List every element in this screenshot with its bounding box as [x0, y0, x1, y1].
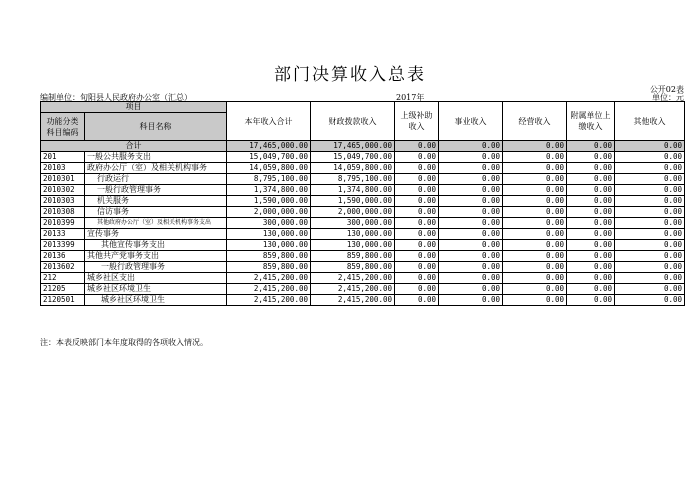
- amount-cell: 0.00: [567, 262, 615, 273]
- subject-name-cell: 行政运行: [85, 174, 227, 185]
- subject-name-cell: 其他共产党事务支出: [85, 251, 227, 262]
- amount-cell: 0.00: [439, 207, 503, 218]
- function-code-cell: 2010303: [41, 196, 85, 207]
- table-row: [41, 207, 685, 218]
- amount-cell: 0.00: [615, 196, 685, 207]
- subject-name-cell: 其他宣传事务支出: [85, 240, 227, 251]
- amount-cell: 300,000.00: [311, 218, 395, 229]
- amount-cell: 2,415,200.00: [227, 273, 311, 284]
- amount-cell: 0.00: [439, 163, 503, 174]
- function-code-cell: 2010301: [41, 174, 85, 185]
- amount-cell: 8,795,100.00: [227, 174, 311, 185]
- currency-unit: 单位：元: [652, 93, 684, 102]
- table-row: [41, 185, 685, 196]
- amount-cell: 0.00: [615, 273, 685, 284]
- total-cell: 0.00: [503, 141, 567, 152]
- amount-cell: 0.00: [615, 207, 685, 218]
- header-upper-subsidy: 上级补助收入: [395, 102, 439, 141]
- amount-cell: 0.00: [567, 163, 615, 174]
- form-number: 公开02表: [649, 85, 684, 94]
- function-code-cell: 21205: [41, 284, 85, 295]
- amount-cell: 0.00: [567, 152, 615, 163]
- amount-cell: 1,374,800.00: [311, 185, 395, 196]
- amount-cell: 300,000.00: [227, 218, 311, 229]
- amount-cell: 859,800.00: [227, 262, 311, 273]
- function-code-cell: 2010399: [41, 218, 85, 229]
- amount-cell: 0.00: [503, 284, 567, 295]
- subject-name-cell: 宣传事务: [85, 229, 227, 240]
- amount-cell: 0.00: [567, 196, 615, 207]
- table-row: [41, 152, 685, 163]
- amount-cell: 1,374,800.00: [227, 185, 311, 196]
- subject-name-cell: 城乡社区环境卫生: [85, 284, 227, 295]
- subject-name-cell: 一般行政管理事务: [85, 185, 227, 196]
- amount-cell: 2,415,200.00: [227, 295, 311, 306]
- amount-cell: 859,800.00: [311, 262, 395, 273]
- header-subject-name: 科目名称: [85, 113, 227, 141]
- amount-cell: 0.00: [395, 251, 439, 262]
- amount-cell: 0.00: [439, 284, 503, 295]
- table-body: [41, 141, 685, 306]
- amount-cell: 0.00: [395, 262, 439, 273]
- amount-cell: 0.00: [503, 240, 567, 251]
- table-row: [41, 163, 685, 174]
- amount-cell: 0.00: [503, 174, 567, 185]
- amount-cell: 14,059,800.00: [311, 163, 395, 174]
- amount-cell: 0.00: [395, 273, 439, 284]
- table-row: [41, 229, 685, 240]
- amount-cell: 0.00: [503, 229, 567, 240]
- amount-cell: 0.00: [395, 218, 439, 229]
- amount-cell: 0.00: [395, 207, 439, 218]
- subject-name-cell: 城乡社区环境卫生: [85, 295, 227, 306]
- amount-cell: 8,795,100.00: [311, 174, 395, 185]
- amount-cell: 0.00: [615, 163, 685, 174]
- amount-cell: 0.00: [395, 185, 439, 196]
- amount-cell: 15,049,700.00: [227, 152, 311, 163]
- amount-cell: 0.00: [567, 251, 615, 262]
- amount-cell: 0.00: [615, 295, 685, 306]
- footnote: 注：本表反映部门本年度取得的各项收入情况。: [40, 338, 208, 347]
- amount-cell: 2,415,200.00: [311, 295, 395, 306]
- table-row: [41, 273, 685, 284]
- function-code-cell: 2013399: [41, 240, 85, 251]
- amount-cell: 15,049,700.00: [311, 152, 395, 163]
- table-row: [41, 218, 685, 229]
- function-code-cell: 20133: [41, 229, 85, 240]
- amount-cell: 0.00: [439, 273, 503, 284]
- amount-cell: 0.00: [567, 240, 615, 251]
- table-row: [41, 174, 685, 185]
- amount-cell: 0.00: [503, 218, 567, 229]
- subject-name-cell: 信访事务: [85, 207, 227, 218]
- function-code-cell: 2120501: [41, 295, 85, 306]
- total-cell: 0.00: [567, 141, 615, 152]
- amount-cell: 0.00: [503, 163, 567, 174]
- amount-cell: 0.00: [503, 185, 567, 196]
- amount-cell: 0.00: [395, 196, 439, 207]
- amount-cell: 0.00: [395, 163, 439, 174]
- amount-cell: 0.00: [503, 152, 567, 163]
- total-cell: 17,465,000.00: [311, 141, 395, 152]
- amount-cell: 0.00: [439, 218, 503, 229]
- amount-cell: 0.00: [503, 196, 567, 207]
- amount-cell: 0.00: [567, 185, 615, 196]
- table-row: [41, 251, 685, 262]
- amount-cell: 1,590,000.00: [227, 196, 311, 207]
- header-item: 项目: [41, 102, 227, 113]
- amount-cell: 0.00: [439, 196, 503, 207]
- amount-cell: 0.00: [503, 207, 567, 218]
- subject-name-cell: 其他政府办公厅（室）及相关机构事务支出: [85, 218, 227, 229]
- amount-cell: 0.00: [615, 284, 685, 295]
- function-code-cell: 2013602: [41, 262, 85, 273]
- organization-label: 编制单位：旬阳县人民政府办公室（汇总）: [40, 93, 192, 102]
- amount-cell: 0.00: [615, 185, 685, 196]
- function-code-cell: 212: [41, 273, 85, 284]
- amount-cell: 2,415,200.00: [227, 284, 311, 295]
- amount-cell: 0.00: [615, 251, 685, 262]
- amount-cell: 0.00: [615, 174, 685, 185]
- report-year: 2017年: [396, 93, 425, 102]
- subject-name-cell: 一般公共服务支出: [85, 152, 227, 163]
- amount-cell: 0.00: [567, 207, 615, 218]
- amount-cell: 0.00: [503, 273, 567, 284]
- amount-cell: 0.00: [395, 229, 439, 240]
- function-code-cell: 20136: [41, 251, 85, 262]
- table-row: [41, 240, 685, 251]
- amount-cell: 130,000.00: [227, 229, 311, 240]
- amount-cell: 2,415,200.00: [311, 284, 395, 295]
- total-row: [41, 141, 685, 152]
- report-title: 部门决算收入总表: [274, 65, 426, 85]
- amount-cell: 0.00: [395, 295, 439, 306]
- amount-cell: 14,059,800.00: [227, 163, 311, 174]
- amount-cell: 0.00: [567, 218, 615, 229]
- amount-cell: 0.00: [615, 240, 685, 251]
- amount-cell: 2,000,000.00: [227, 207, 311, 218]
- amount-cell: 0.00: [567, 273, 615, 284]
- amount-cell: 0.00: [395, 284, 439, 295]
- amount-cell: 0.00: [395, 240, 439, 251]
- header-total-income: 本年收入合计: [227, 102, 311, 141]
- amount-cell: 0.00: [439, 295, 503, 306]
- amount-cell: 0.00: [503, 262, 567, 273]
- amount-cell: 0.00: [439, 262, 503, 273]
- amount-cell: 0.00: [567, 295, 615, 306]
- function-code-cell: 2010308: [41, 207, 85, 218]
- table-row: [41, 196, 685, 207]
- amount-cell: 0.00: [615, 152, 685, 163]
- amount-cell: 0.00: [439, 229, 503, 240]
- amount-cell: 0.00: [503, 251, 567, 262]
- subject-name-cell: 城乡社区支出: [85, 273, 227, 284]
- function-code-cell: 2010302: [41, 185, 85, 196]
- amount-cell: 859,800.00: [311, 251, 395, 262]
- amount-cell: 0.00: [567, 174, 615, 185]
- amount-cell: 130,000.00: [311, 229, 395, 240]
- header-business-income: 事业收入: [439, 102, 503, 141]
- amount-cell: 0.00: [615, 262, 685, 273]
- amount-cell: 0.00: [503, 295, 567, 306]
- total-cell: 17,465,000.00: [227, 141, 311, 152]
- header-affiliated-income: 附属单位上缴收入: [567, 102, 615, 141]
- total-cell: 0.00: [439, 141, 503, 152]
- amount-cell: 0.00: [615, 229, 685, 240]
- header-other-income: 其他收入: [615, 102, 685, 141]
- total-cell: 0.00: [615, 141, 685, 152]
- amount-cell: 130,000.00: [311, 240, 395, 251]
- header-function-code: 功能分类科目编码: [41, 113, 85, 141]
- amount-cell: 0.00: [439, 152, 503, 163]
- amount-cell: 0.00: [567, 229, 615, 240]
- amount-cell: 0.00: [615, 218, 685, 229]
- table-row: [41, 262, 685, 273]
- total-cell: 0.00: [395, 141, 439, 152]
- subject-name-cell: 政府办公厅（室）及相关机构事务: [85, 163, 227, 174]
- amount-cell: 0.00: [439, 185, 503, 196]
- function-code-cell: 20103: [41, 163, 85, 174]
- header-fiscal-income: 财政拨款收入: [311, 102, 395, 141]
- function-code-cell: 201: [41, 152, 85, 163]
- amount-cell: 0.00: [439, 251, 503, 262]
- subject-name-cell: 一般行政管理事务: [85, 262, 227, 273]
- amount-cell: 0.00: [439, 174, 503, 185]
- amount-cell: 0.00: [395, 152, 439, 163]
- amount-cell: 1,590,000.00: [311, 196, 395, 207]
- amount-cell: 0.00: [395, 174, 439, 185]
- amount-cell: 2,415,200.00: [311, 273, 395, 284]
- income-summary-table: [40, 101, 685, 306]
- amount-cell: 130,000.00: [227, 240, 311, 251]
- subject-name-cell: 机关服务: [85, 196, 227, 207]
- total-label: 合计: [41, 141, 227, 152]
- header-operating-income: 经营收入: [503, 102, 567, 141]
- amount-cell: 2,000,000.00: [311, 207, 395, 218]
- table-row: [41, 295, 685, 306]
- amount-cell: 0.00: [567, 284, 615, 295]
- table-row: [41, 284, 685, 295]
- amount-cell: 859,800.00: [227, 251, 311, 262]
- amount-cell: 0.00: [439, 240, 503, 251]
